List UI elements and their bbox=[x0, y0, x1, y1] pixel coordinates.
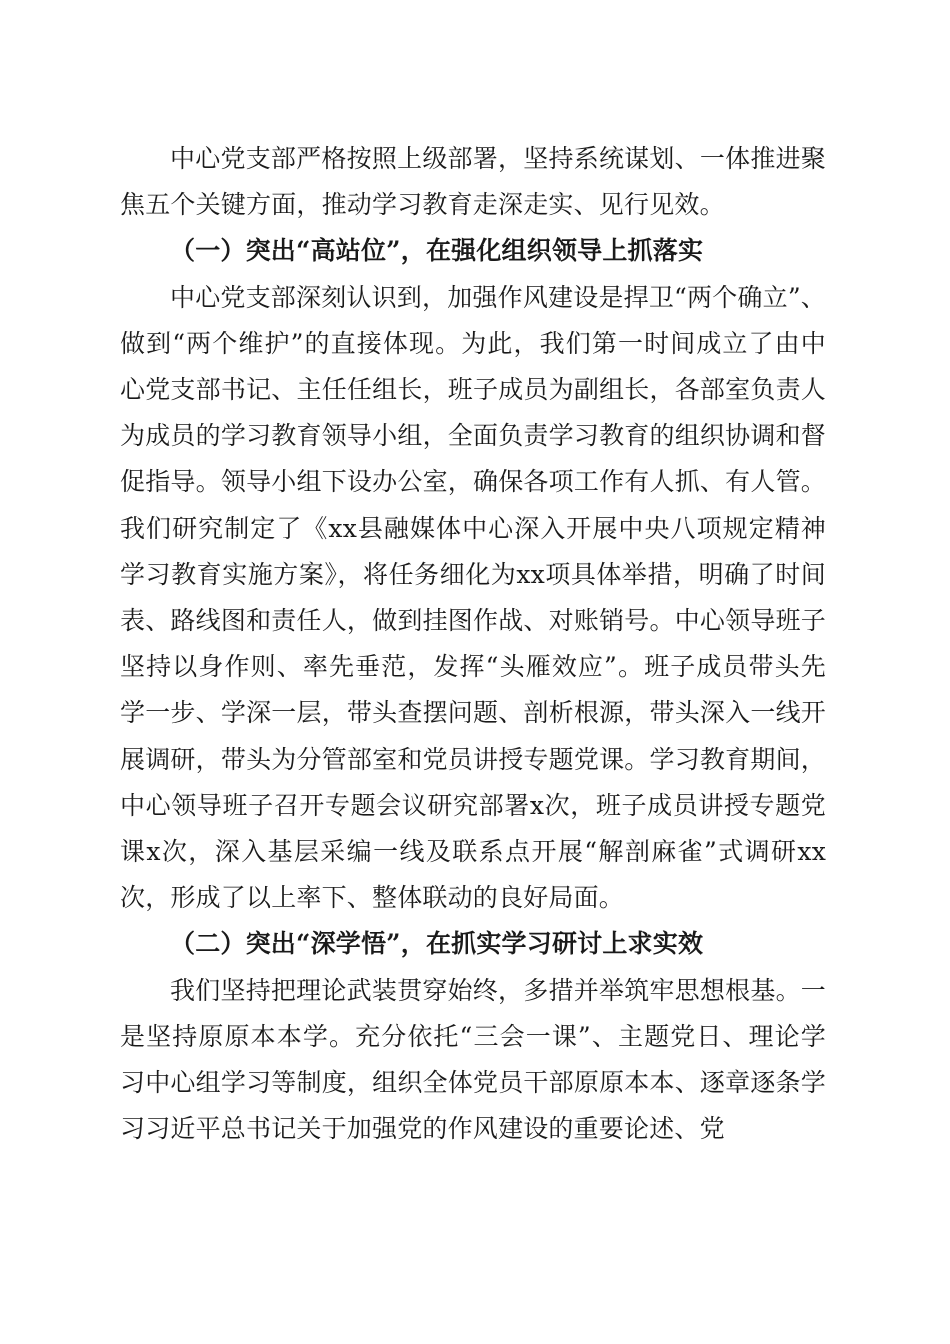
paragraph-section-1: 中心党支部深刻认识到，加强作风建设是捍卫“两个确立”、做到“两个维护”的直接体现。为此，我们第一时间成立了由中心党支部书记、主任任组长，班子成员为副组长，各部室负责人为成员的学习教育领导小组，全面负责学习教育的组织协调和督促指导。领导小组下设办公室，确保各项工作有人抓、有人管。我们研究制定了《xx县融媒体中心深入开展中央八项规定精神学习教育实施方案》，将任务细化为xx项具体举措，明确了时间表、路线图和责任人，做到挂图作战、对账销号。中心领导班子坚持以身作则、率先垂范，发挥“头雁效应”。班子成员带头先学一步、学深一层，带头查摆问题、剖析根源，带头深入一线开展调研，带头为分管部室和党员讲授专题党课。学习教育期间，中心领导班子召开专题会议研究部署x次，班子成员讲授专题党课x次，深入基层采编一线及联系点开展“解剖麻雀”式调研xx次，形成了以上率下、整体联动的良好局面。 bbox=[120, 282, 826, 913]
paragraph-section-2: 我们坚持把理论武装贯穿始终，多措并举筑牢思想根基。一是坚持原原本本学。充分依托“三会一课”、主题党日、理论学习中心组学习等制度，组织全体党员干部原原本本、逐章逐条学习习近平总书记关于加强党的作风建设的重要论述、党 bbox=[120, 975, 826, 1144]
section-heading-1: （一）突出“高站位”，在强化组织领导上抓落实 bbox=[170, 236, 704, 266]
paragraph-intro: 中心党支部严格按照上级部署，坚持系统谋划、一体推进聚焦五个关键方面，推动学习教育走深走实、见行见效。 bbox=[120, 144, 826, 220]
section-heading-2: （二）突出“深学悟”，在抓实学习研讨上求实效 bbox=[170, 929, 704, 959]
document-body bbox=[120, 136, 826, 1152]
